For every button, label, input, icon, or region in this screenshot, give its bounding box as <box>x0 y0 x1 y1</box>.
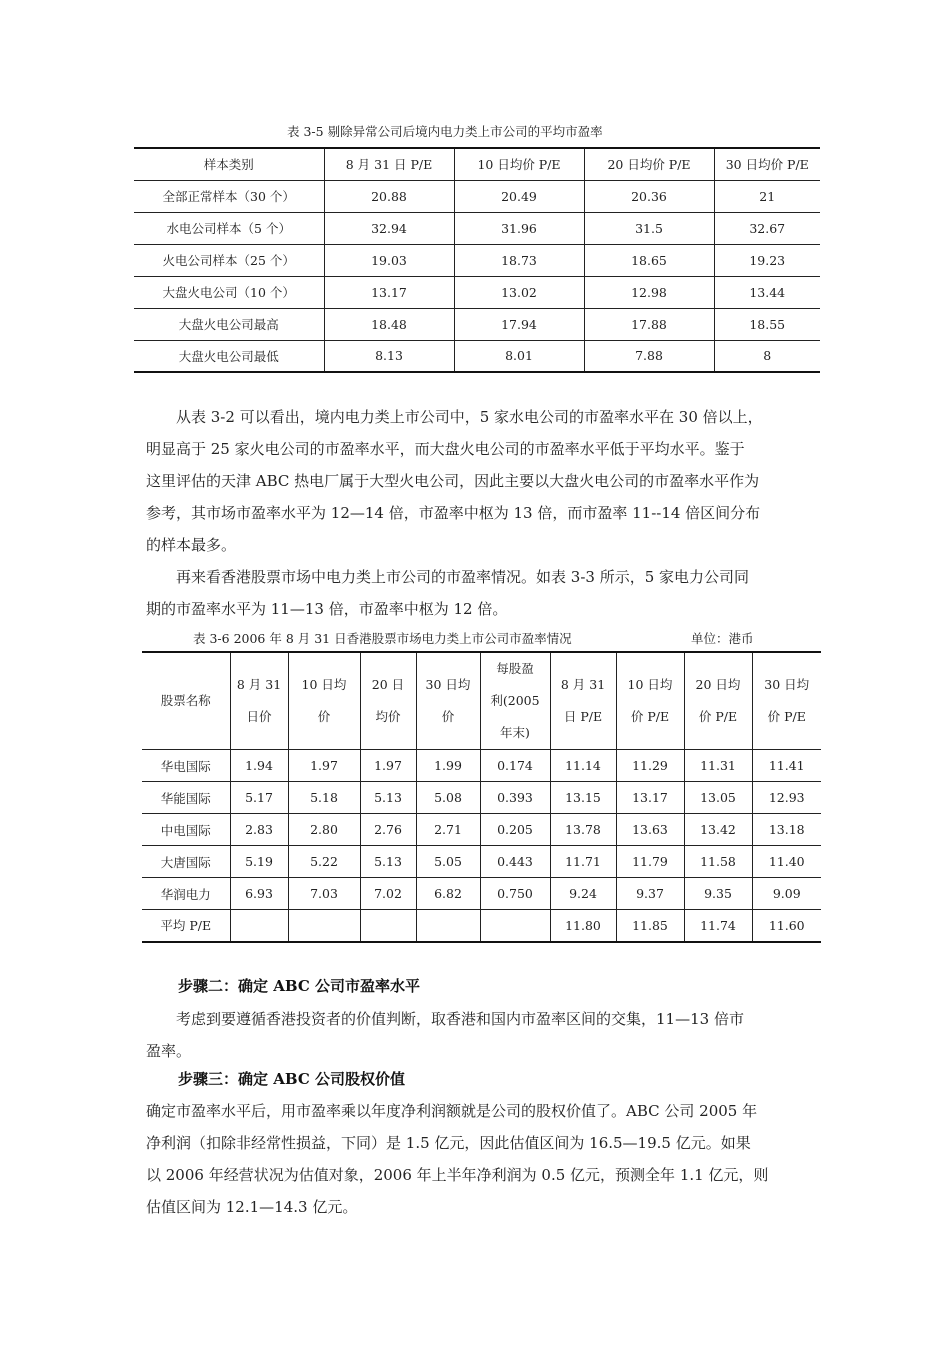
table-cell: 13.18 <box>752 814 821 846</box>
table-header-cell <box>480 652 550 750</box>
table-cell: 火电公司样本（25 个） <box>134 244 324 276</box>
table-row <box>134 340 820 372</box>
table-cell: 11.79 <box>616 846 684 878</box>
step2-line: 考虑到要遵循香港投资者的价值判断，取香港和国内市盈率区间的交集，11—13 倍市 <box>176 1010 744 1028</box>
table-cell <box>288 910 360 942</box>
step2-heading: 步骤二：确定 ABC 公司市盈率水平 <box>178 977 420 995</box>
table-cell: 5.08 <box>416 782 480 814</box>
table-cell: 华润电力 <box>142 878 230 910</box>
table-header-cell <box>230 652 288 750</box>
table-cell: 32.94 <box>324 212 454 244</box>
table-cell: 6.93 <box>230 878 288 910</box>
table-cell: 水电公司样本（5 个） <box>134 212 324 244</box>
table-cell: 21 <box>714 180 820 212</box>
table-cell: 5.13 <box>360 782 416 814</box>
table-header-text: 价 P/E <box>767 709 806 724</box>
table-cell: 平均 P/E <box>142 910 230 942</box>
table-cell: 13.05 <box>684 782 752 814</box>
table-cell: 18.73 <box>454 244 584 276</box>
table-cell: 8.01 <box>454 340 584 372</box>
table-cell: 2.83 <box>230 814 288 846</box>
table-header-text: 股票名称 <box>160 693 211 708</box>
table-cell: 华电国际 <box>142 750 230 782</box>
table-cell: 13.63 <box>616 814 684 846</box>
table-cell: 13.02 <box>454 276 584 308</box>
table-cell: 大盘火电公司（10 个） <box>134 276 324 308</box>
table-cell: 20.36 <box>584 180 714 212</box>
table-header-text: 价 P/E <box>630 709 670 724</box>
table-header-cell <box>142 652 230 750</box>
table-header-text: 价 P/E <box>698 709 738 724</box>
table-row <box>142 878 821 910</box>
table-cell: 大盘火电公司最高 <box>134 308 324 340</box>
table-cell <box>360 910 416 942</box>
step3-line: 净利润（扣除非经常性损益，下同）是 1.5 亿元，因此估值区间为 16.5—19.5 亿元。如果 <box>146 1134 751 1152</box>
table-header-text: 日价 <box>246 709 272 724</box>
table-cell: 11.58 <box>684 846 752 878</box>
table-cell: 18.55 <box>714 308 820 340</box>
table-cell: 0.443 <box>480 846 550 878</box>
table-header-text: 30 日均 <box>764 677 810 692</box>
pe-table-domestic <box>134 147 820 373</box>
table-cell: 11.80 <box>550 910 616 942</box>
table-cell: 9.24 <box>550 878 616 910</box>
table-cell: 31.96 <box>454 212 584 244</box>
table-header-text: 日 P/E <box>563 709 603 724</box>
table-header-cell <box>416 652 480 750</box>
table-cell: 中电国际 <box>142 814 230 846</box>
table-cell: 13.42 <box>684 814 752 846</box>
table-cell: 5.22 <box>288 846 360 878</box>
table-cell: 20.88 <box>324 180 454 212</box>
step3-line: 以 2006 年经营状况为估值对象，2006 年上半年净利润为 0.5 亿元，预测全年 1.1 亿元，则 <box>146 1166 769 1184</box>
table-cell: 6.82 <box>416 878 480 910</box>
table-cell: 0.174 <box>480 750 550 782</box>
table-row <box>142 846 821 878</box>
table-cell: 5.18 <box>288 782 360 814</box>
table-cell: 13.78 <box>550 814 616 846</box>
table-cell: 13.17 <box>324 276 454 308</box>
table-cell: 17.94 <box>454 308 584 340</box>
table-row <box>142 782 821 814</box>
table-header-text: 10 日均 <box>627 677 673 692</box>
para2-line: 期的市盈率水平为 11—13 倍，市盈率中枢为 12 倍。 <box>146 600 508 618</box>
table-cell: 大盘火电公司最低 <box>134 340 324 372</box>
table-cell: 12.98 <box>584 276 714 308</box>
table2-caption: 表 3-6 2006 年 8 月 31 日香港股票市场电力类上市公司市盈率情况 <box>193 631 572 646</box>
para1-line: 这里评估的天津 ABC 热电厂属于大型火电公司，因此主要以大盘火电公司的市盈率水平作为 <box>146 472 760 490</box>
table-cell: 5.17 <box>230 782 288 814</box>
table-cell: 2.71 <box>416 814 480 846</box>
table-cell: 19.03 <box>324 244 454 276</box>
table-cell: 11.71 <box>550 846 616 878</box>
table-cell: 0.205 <box>480 814 550 846</box>
table-cell: 1.97 <box>360 750 416 782</box>
table-cell: 全部正常样本（30 个） <box>134 180 324 212</box>
table-cell: 20.49 <box>454 180 584 212</box>
table-cell: 11.31 <box>684 750 752 782</box>
table2-unit: 单位：港币 <box>691 631 754 646</box>
table-header-cell <box>752 652 821 750</box>
table-header-text: 年末) <box>500 725 530 740</box>
table-cell: 9.35 <box>684 878 752 910</box>
table-row <box>142 814 821 846</box>
table-header-cell <box>288 652 360 750</box>
table-row <box>142 750 821 782</box>
table-header-text: 价 <box>317 709 331 724</box>
table-cell: 1.94 <box>230 750 288 782</box>
table-header-row <box>142 652 821 750</box>
table-row <box>134 276 820 308</box>
table-header-cell: 8 月 31 日 P/E <box>324 148 454 180</box>
para1-line: 明显高于 25 家火电公司的市盈率水平，而大盘火电公司的市盈率水平低于平均水平。鉴于 <box>146 440 745 458</box>
table-header-text: 8 月 31 <box>560 677 606 692</box>
table-cell: 11.14 <box>550 750 616 782</box>
table-header-text: 价 <box>441 709 455 724</box>
table-cell: 13.17 <box>616 782 684 814</box>
table-cell: 12.93 <box>752 782 821 814</box>
step3-line: 估值区间为 12.1—14.3 亿元。 <box>146 1198 358 1216</box>
table-header-cell: 样本类别 <box>134 148 324 180</box>
para1-line: 从表 3-2 可以看出，境内电力类上市公司中，5 家水电公司的市盈率水平在 30 倍以上， <box>176 408 763 426</box>
table-cell: 0.750 <box>480 878 550 910</box>
step2-line: 盈率。 <box>146 1042 192 1060</box>
table-cell: 2.76 <box>360 814 416 846</box>
table-header-cell: 20 日均价 P/E <box>584 148 714 180</box>
table-cell: 5.05 <box>416 846 480 878</box>
analysis-paragraph-2 <box>146 561 810 625</box>
table-cell: 11.40 <box>752 846 821 878</box>
table-cell: 18.48 <box>324 308 454 340</box>
table-cell: 大唐国际 <box>142 846 230 878</box>
table-cell: 11.29 <box>616 750 684 782</box>
table-cell: 1.99 <box>416 750 480 782</box>
table-cell: 1.97 <box>288 750 360 782</box>
table-row <box>134 308 820 340</box>
table-header-row <box>134 148 820 180</box>
table-header-cell <box>684 652 752 750</box>
table-header-cell: 10 日均价 P/E <box>454 148 584 180</box>
table-header-text: 每股盈 <box>496 661 534 676</box>
analysis-paragraph-1 <box>146 401 810 561</box>
table-header-text: 20 日 <box>371 677 405 692</box>
table-header-text: 30 日均 <box>425 677 471 692</box>
table-cell: 31.5 <box>584 212 714 244</box>
table-cell: 5.19 <box>230 846 288 878</box>
table-cell: 13.15 <box>550 782 616 814</box>
table-cell: 7.03 <box>288 878 360 910</box>
table-cell <box>416 910 480 942</box>
table-header-text: 均价 <box>375 709 401 724</box>
table-row <box>134 212 820 244</box>
table-row <box>134 244 820 276</box>
table-cell: 32.67 <box>714 212 820 244</box>
table-row <box>134 180 820 212</box>
table-cell: 11.74 <box>684 910 752 942</box>
pe-table-hongkong <box>142 651 821 943</box>
step2-paragraph <box>146 1003 810 1067</box>
table-row <box>142 910 821 942</box>
table-header-text: 利(2005 <box>490 693 540 708</box>
table-header-text: 10 日均 <box>301 677 347 692</box>
table-cell: 19.23 <box>714 244 820 276</box>
step3-paragraph <box>146 1095 810 1223</box>
table-cell: 8.13 <box>324 340 454 372</box>
table-cell: 5.13 <box>360 846 416 878</box>
table-cell: 华能国际 <box>142 782 230 814</box>
table-cell: 17.88 <box>584 308 714 340</box>
table-header-cell <box>360 652 416 750</box>
table-cell: 13.44 <box>714 276 820 308</box>
table-cell: 9.09 <box>752 878 821 910</box>
table-header-text: 8 月 31 <box>236 677 282 692</box>
table1-caption: 表 3-5 剔除异常公司后境内电力类上市公司的平均市盈率 <box>287 124 603 139</box>
table-cell: 8 <box>714 340 820 372</box>
table-header-cell <box>550 652 616 750</box>
table-cell: 7.02 <box>360 878 416 910</box>
table-cell: 18.65 <box>584 244 714 276</box>
table-cell: 0.393 <box>480 782 550 814</box>
table-cell <box>230 910 288 942</box>
table-cell: 11.60 <box>752 910 821 942</box>
table-cell: 2.80 <box>288 814 360 846</box>
para1-line: 参考，其市场市盈率水平为 12—14 倍，市盈率中枢为 13 倍，而市盈率 11--14 倍区间分布 <box>146 504 761 522</box>
table-cell: 7.88 <box>584 340 714 372</box>
table-header-text: 20 日均 <box>695 677 741 692</box>
step3-heading: 步骤三：确定 ABC 公司股权价值 <box>178 1070 405 1088</box>
table-cell: 11.41 <box>752 750 821 782</box>
para1-line: 的样本最多。 <box>146 536 237 554</box>
table-cell <box>480 910 550 942</box>
table-header-cell <box>616 652 684 750</box>
table-cell: 9.37 <box>616 878 684 910</box>
step3-line: 确定市盈率水平后，用市盈率乘以年度净利润额就是公司的股权价值了。ABC 公司 2005 年 <box>146 1102 758 1120</box>
para2-line: 再来看香港股票市场中电力类上市公司的市盈率情况。如表 3-3 所示，5 家电力公司同 <box>176 568 750 586</box>
table-cell: 11.85 <box>616 910 684 942</box>
table-header-cell: 30 日均价 P/E <box>714 148 820 180</box>
